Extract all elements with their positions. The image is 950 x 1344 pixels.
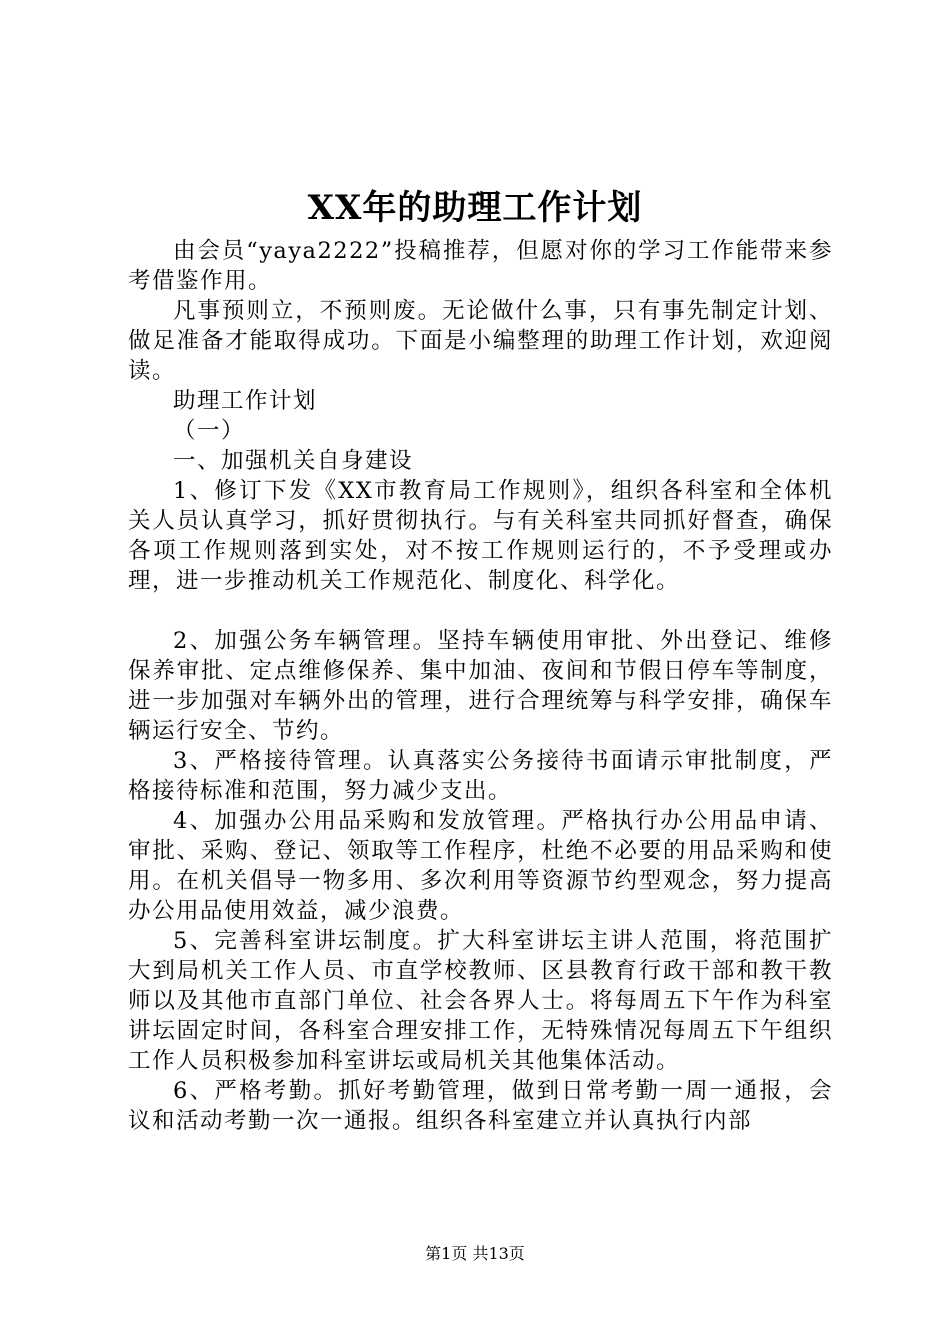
subsection-heading: 一、加强机关自身建设 xyxy=(173,448,414,474)
page-number-footer: 第1页 共13页 xyxy=(425,1244,525,1263)
paragraph-item-5: 5、完善科室讲坛制度。扩大科室讲坛主讲人范围，将范围扩大到局机关工作人员、市直学校教师、区县教育行政干部和教干教师以及其他市直部门单位、社会各界人士。将每周五下午作为科室讲坛固定时间，各科室合理安排工作，无特殊情况每周五下午组织工作人员积极参加科室讲坛或局机关其他集体活动。 xyxy=(128,928,833,1074)
paragraph-item-3: 3、严格接待管理。认真落实公务接待书面请示审批制度，严格接待标准和范围，努力减少支出。 xyxy=(128,748,833,804)
document-body xyxy=(128,236,833,1136)
paragraph-intro: 由会员“yaya2222”投稿推荐，但愿对你的学习工作能带来参考借鉴作用。 xyxy=(128,238,833,294)
paragraph-item-4: 4、加强办公用品采购和发放管理。严格执行办公用品申请、审批、采购、登记、领取等工作程序，杜绝不必要的用品采购和使用。在机关倡导一物多用、多次利用等资源节约型观念，努力提高办公用品使用效益，减少浪费。 xyxy=(128,808,833,924)
paragraph-preface: 凡事预则立，不预则废。无论做什么事，只有事先制定计划、做足准备才能取得成功。下面是小编整理的助理工作计划，欢迎阅读。 xyxy=(128,298,833,384)
document-title: XX年的助理工作计划 xyxy=(307,188,643,228)
paragraph-item-1: 1、修订下发《XX市教育局工作规则》，组织各科室和全体机关人员认真学习，抓好贯彻执行。与有关科室共同抓好督查，确保各项工作规则落到实处，对不按工作规则运行的，不予受理或办理，进一步推动机关工作规范化、制度化、科学化。 xyxy=(128,478,833,594)
section-number: （一） xyxy=(173,418,246,444)
section-heading: 助理工作计划 xyxy=(173,388,318,414)
paragraph-item-2: 2、加强公务车辆管理。坚持车辆使用审批、外出登记、维修保养审批、定点维修保养、集中加油、夜间和节假日停车等制度，进一步加强对车辆外出的管理，进行合理统筹与科学安排，确保车辆运行安全、节约。 xyxy=(128,628,833,744)
paragraph-item-6: 6、严格考勤。抓好考勤管理，做到日常考勤一周一通报，会议和活动考勤一次一通报。组织各科室建立并认真执行内部 xyxy=(128,1078,833,1134)
